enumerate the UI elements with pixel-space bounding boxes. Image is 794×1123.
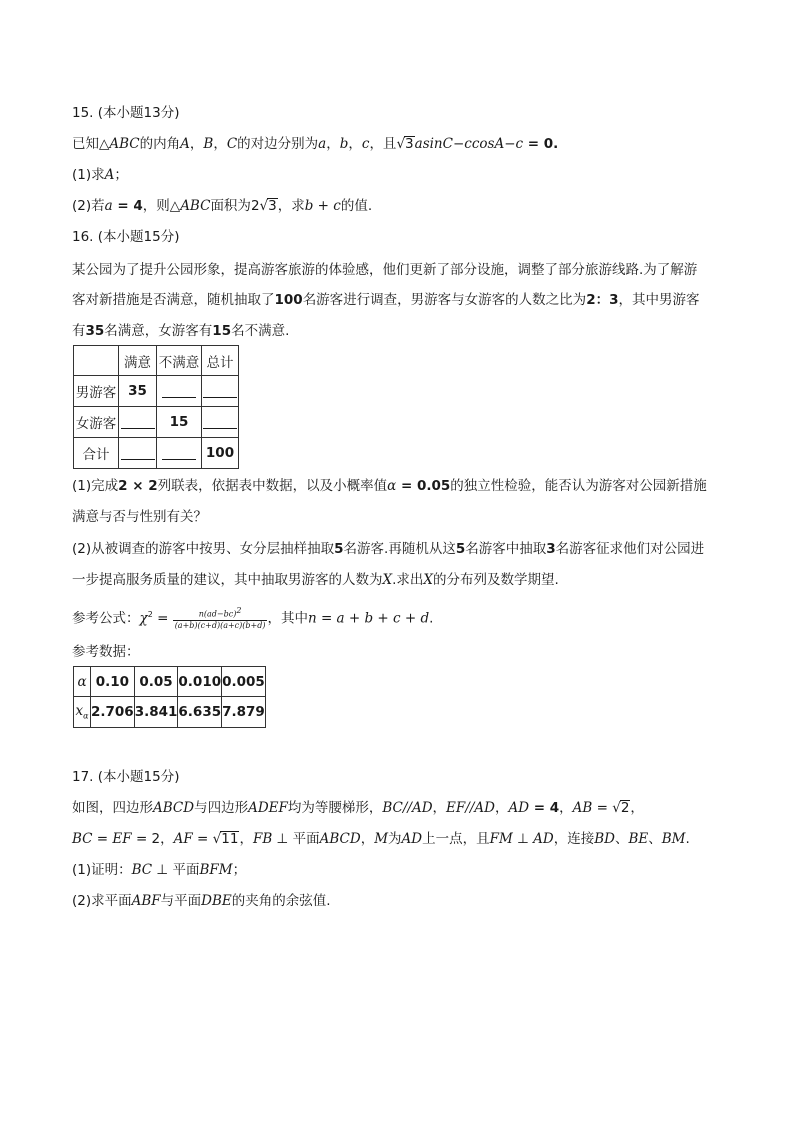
- q15-part2: (2)若a = 4，则△ABC面积为2√3，求b + c的值.: [72, 198, 373, 214]
- q17-part2: (2)求平面ABF与平面DBE的夹角的余弦值.: [72, 893, 331, 909]
- sqrt-symbol: √: [259, 198, 269, 214]
- q15-header: 15. (本小题13分): [72, 105, 180, 121]
- table-row: $x_\alpha$ 2.706 3.841 6.635 7.879: [74, 697, 266, 728]
- blank-cell: [157, 438, 202, 469]
- table-row: α 0.10 0.05 0.010 0.005: [74, 667, 266, 697]
- sqrt-symbol: √: [212, 831, 222, 847]
- table-row: 男游客 35: [74, 376, 239, 407]
- blank-cell: [119, 438, 157, 469]
- blank-cell: [119, 407, 157, 438]
- blank-cell: [202, 407, 239, 438]
- q15-part1: (1)求A；: [72, 167, 128, 183]
- chi-square-fraction: $\frac{n(ad-bc)^2}{(a+b)(c+d)(a+c)(b+d)}$: [174, 606, 266, 630]
- q16-part2-line2: 一步提高服务质量的建议，其中抽取男游客的人数为X.求出X的分布列及数学期望.: [72, 572, 559, 588]
- sqrt-symbol: √: [396, 136, 406, 152]
- reference-table: [73, 666, 266, 728]
- q17-header: 17. (本小题15分): [72, 769, 180, 785]
- q16-part1-line1: (1)完成2 × 2列联表，依据表中数据，以及小概率值α = 0.05的独立性检验，能否认为游客对公园新措施: [72, 478, 707, 494]
- table-row: 合计 100: [74, 438, 239, 469]
- q16-part1-line2: 满意与否与性别有关？: [72, 509, 207, 525]
- q16-part2-line1: (2)从被调查的游客中按男、女分层抽样抽取5名游客.再随机从这5名游客中抽取3名游客征求他们对公园进: [72, 541, 705, 557]
- q17-stem-line2: BC = EF = 2，AF = √11，FB ⊥ 平面ABCD，M为AD上一点，且FM ⊥ AD，连接BD、BE、BM.: [72, 831, 690, 847]
- q15-stem: 已知△ABC的内角A，B，C的对边分别为a，b，c，且√3asinC−ccosA−c = 0.: [72, 136, 559, 152]
- q16-refdata-label: 参考数据：: [72, 644, 140, 660]
- contingency-table: [73, 345, 239, 469]
- table-row: 女游客 15: [74, 407, 239, 438]
- q16-formula: 参考公式：$\chi^2$ = $\frac{n(ad-bc)^2}{(a+b)(c+d)(a+c)(b+d)}$ ，其中n = a + b + c + d.: [72, 606, 434, 630]
- q17-part1: (1)证明：BC ⊥ 平面BFM；: [72, 862, 247, 878]
- q16-stem-line3: 有35名满意，女游客有15名不满意.: [72, 323, 290, 339]
- blank-cell: [157, 376, 202, 407]
- q16-stem-line2: 客对新措施是否满意，随机抽取了100名游客进行调查，男游客与女游客的人数之比为2：3，其中男游客: [72, 292, 700, 308]
- q17-stem-line1: 如图，四边形ABCD与四边形ADEF均为等腰梯形，BC//AD，EF//AD，AD = 4，AB = √2，: [72, 800, 644, 816]
- table-row: 满意 不满意 总计: [74, 346, 239, 376]
- sqrt-symbol: √: [612, 800, 621, 816]
- q16-header: 16. (本小题15分): [72, 229, 180, 245]
- blank-cell: [202, 376, 239, 407]
- q16-stem-line1: 某公园为了提升公园形象，提高游客旅游的体验感，他们更新了部分设施，调整了部分旅游线路.为了解游: [72, 262, 698, 278]
